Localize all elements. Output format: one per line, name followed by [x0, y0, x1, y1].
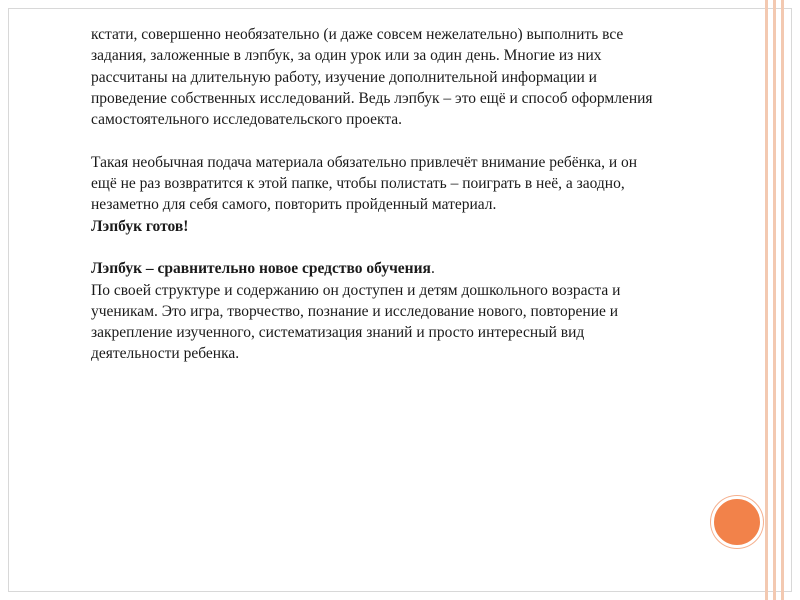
paragraph-spacer: [91, 130, 731, 151]
decorative-stripe: [781, 0, 784, 600]
definition-heading-bold: Лэпбук – сравнительно новое средство обучения: [91, 260, 431, 278]
decorative-stripe: [773, 0, 776, 600]
lapbook-ready-line: Лэпбук готов!: [91, 217, 189, 235]
slide-body: [91, 24, 731, 365]
definition-heading: [91, 258, 731, 279]
paragraph-presentation: Такая необычная подача материала обязательно привлечёт внимание ребёнка, и он ещё не раз возвратится к этой папке, чтобы полистать – поиграть в неё, а заодно, незаметно для себя самого, повторить пройденный материал.: [91, 153, 638, 214]
paragraph-spacer: [91, 237, 731, 258]
paragraph-structure: По своей структуре и содержанию он доступен и детям дошкольного возраста и ученикам. Это игра, творчество, познание и исследование нового, повторение и закрепление изученного, систематизация знаний и просто интересный вид деятельности ребенка.: [91, 281, 621, 363]
decorative-stripe: [765, 0, 768, 600]
paragraph-lapbook-tasks: кстати, совершенно необязательно (и даже совсем нежелательно) выполнить все задания, заложенные в лэпбук, за один урок или за один день. Многие из них рассчитаны на длительную работу, изучение дополнительной информации и проведение собственных исследований. Ведь лэпбук – это ещё и способ оформления самостоятельного исследовательского проекта.: [91, 26, 653, 129]
definition-heading-tail: .: [430, 260, 435, 278]
decorative-circle: [711, 496, 763, 548]
